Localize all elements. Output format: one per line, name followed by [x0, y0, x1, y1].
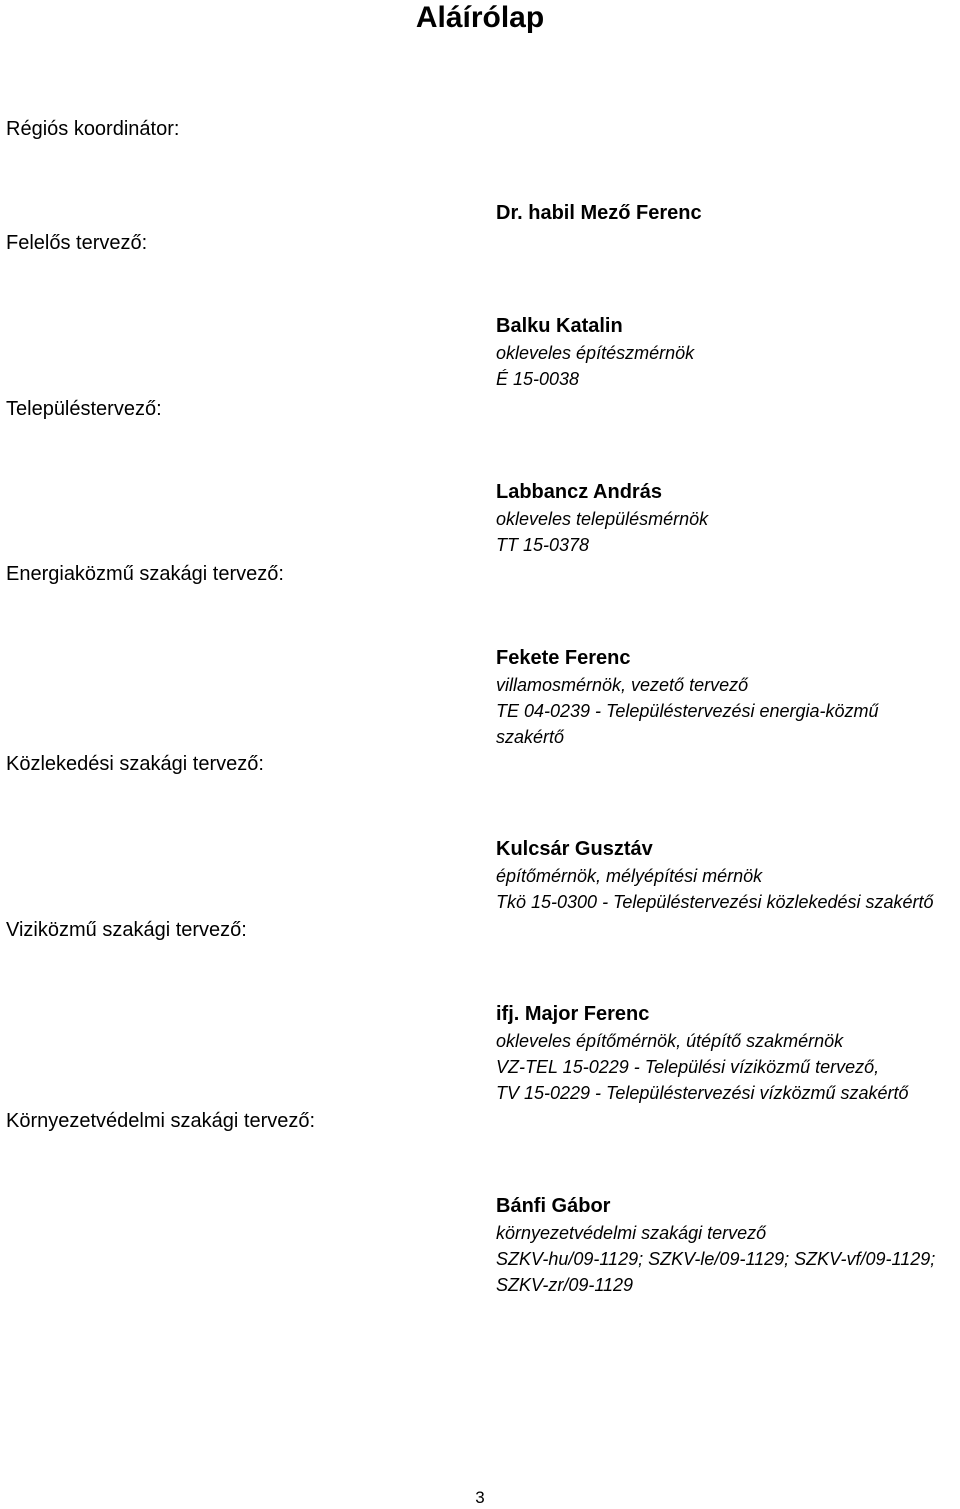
role-label-transport-designer: Közlekedési szakági tervező: — [6, 753, 264, 775]
person-name: Labbancz András — [496, 481, 662, 503]
person-registration: TT 15-0378 — [496, 535, 590, 555]
person-qualification: okleveles építészmérnök — [496, 343, 695, 363]
person-qualification: okleveles településmérnök — [496, 509, 709, 529]
page-number: 3 — [475, 1488, 485, 1507]
role-label-energy-utility-designer: Energiaközmű szakági tervező: — [6, 563, 284, 585]
person-qualification: villamosmérnök, vezető tervező — [496, 675, 749, 695]
person-registration: É 15-0038 — [496, 369, 580, 389]
role-label-environmental-designer: Környezetvédelmi szakági tervező: — [6, 1110, 316, 1132]
role-label-responsible-designer: Felelős tervező: — [6, 232, 148, 254]
person-registration: TV 15-0229 - Településtervezési vízközmű szakértő — [496, 1083, 909, 1103]
person-name: Kulcsár Gusztáv — [496, 838, 653, 860]
person-entry — [496, 644, 958, 750]
person-entry — [496, 478, 958, 558]
page-title: Aláírólap — [415, 1, 545, 34]
person-name: Bánfi Gábor — [496, 1195, 611, 1217]
person-registration: Tkö 15-0300 - Településtervezési közlekedési szakértő — [496, 892, 934, 912]
person-name: Dr. habil Mező Ferenc — [496, 202, 702, 224]
role-label-water-utility-designer: Viziközmű szakági tervező: — [6, 919, 247, 941]
person-entry — [496, 1192, 958, 1298]
person-name: Balku Katalin — [496, 315, 623, 337]
person-registration: VZ-TEL 15-0229 - Települési víziközmű tervező, — [496, 1057, 880, 1077]
person-entry — [496, 835, 958, 915]
person-qualification: környezetvédelmi szakági tervező — [496, 1223, 767, 1243]
person-registration: TE 04-0239 - Településtervezési energia-közmű — [496, 701, 879, 721]
person-name: ifj. Major Ferenc — [496, 1003, 650, 1025]
person-entry — [496, 199, 958, 227]
person-entry — [496, 312, 958, 392]
person-entry — [496, 1000, 958, 1106]
person-registration-cont: szakértő — [496, 727, 565, 747]
person-registration: SZKV-hu/09-1129; SZKV-le/09-1129; SZKV-vf/09-1129; — [496, 1249, 936, 1269]
person-name: Fekete Ferenc — [496, 647, 631, 669]
person-registration-cont: SZKV-zr/09-1129 — [496, 1275, 634, 1295]
role-label-town-planner: Településtervező: — [6, 398, 162, 420]
person-qualification: okleveles építőmérnök, útépítő szakmérnök — [496, 1031, 844, 1051]
person-qualification: építőmérnök, mélyépítési mérnök — [496, 866, 763, 886]
role-label-regional-coordinator: Régiós koordinátor: — [6, 118, 180, 140]
